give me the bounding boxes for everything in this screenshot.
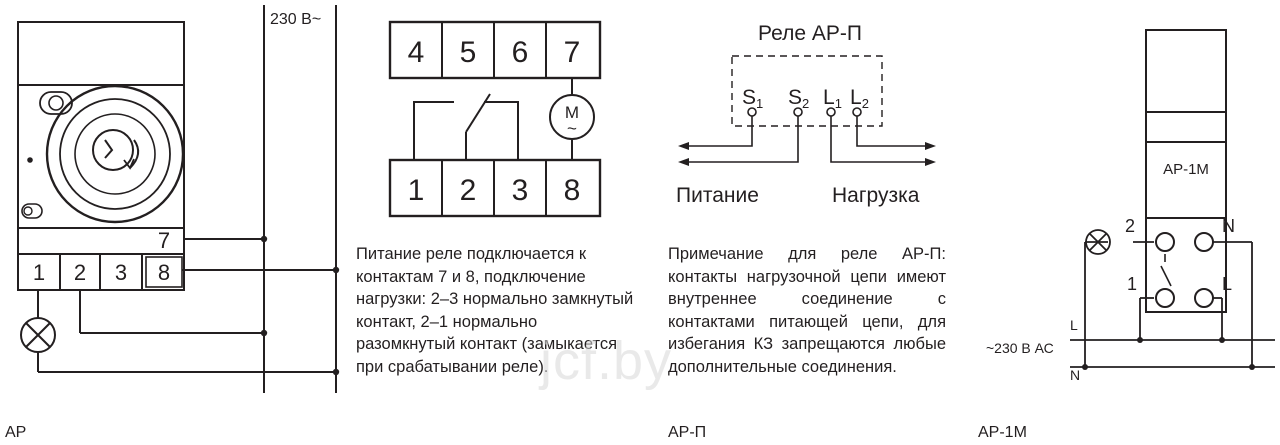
ap1m-terminal-n: N [1222, 216, 1235, 236]
ap1m-terminals [1156, 233, 1213, 307]
junction-dot [1137, 337, 1143, 343]
top-terminal-6: 6 [511, 36, 529, 69]
junction-dot [261, 330, 267, 336]
ap-terminal-7: 7 [157, 228, 171, 253]
bottom-terminal-3: 3 [511, 174, 529, 207]
contact-wiring [414, 78, 572, 160]
ap-terminal-1: 1 [32, 260, 46, 285]
ap1m-supply: ~230 В АС [986, 340, 1054, 356]
ap-terminal-3: 3 [114, 260, 128, 285]
top-terminal-4: 4 [407, 36, 425, 69]
ap1m-line-l: L [1070, 317, 1078, 333]
ap1m-terminal-2: 2 [1125, 216, 1136, 236]
voltage-label: 230 В~ [270, 11, 322, 28]
app-wiring [684, 116, 930, 162]
timer-dial-icon [22, 86, 183, 222]
junction-dot [1082, 364, 1088, 370]
lamp-icon [21, 318, 55, 352]
ap1m-terminal-1: 1 [1127, 274, 1138, 294]
bottom-terminal-2: 2 [459, 174, 477, 207]
watermark: jcf.by [540, 331, 673, 391]
caption-app: АР-П [668, 424, 707, 441]
junction-dot [261, 236, 267, 242]
junction-dot [333, 267, 339, 273]
motor-symbol: M [564, 103, 580, 122]
caption-ap: АР [5, 424, 27, 441]
app-note: Примечание для реле АР-П: контакты нагрузочной цепи имеют внутреннее соединение с контактами питающей цепи, для избегания КЗ запрещаются любые дополнительные соединения. [668, 245, 946, 376]
caption-ap1m: АР-1М [978, 424, 1027, 441]
app-terminal-s1: S1 [742, 86, 764, 111]
junction-dot [333, 369, 339, 375]
supply-label: Питание [676, 184, 759, 207]
ap-description: Питание реле подключается к контактам 7 и 8, подключение нагрузки: 2–3 нормально замкнутый контакт, 2–1 нормально разомкнутый контакт (замыкается при срабатывании реле). [356, 245, 634, 376]
app-terminal-l2: L2 [850, 86, 869, 111]
bottom-terminal-8: 8 [563, 174, 581, 207]
load-label: Нагрузка [832, 184, 920, 207]
app-title: Реле АР-П [758, 22, 862, 45]
ap-terminal-8: 8 [157, 260, 171, 285]
ap1m-terminal-l: L [1222, 274, 1233, 294]
app-terminal-s2: S2 [788, 86, 810, 111]
motor-tilde: ~ [567, 119, 577, 138]
ap1m-line-n: N [1070, 367, 1081, 383]
top-terminal-5: 5 [459, 36, 477, 69]
ap1m-device-label: АР-1М [1163, 161, 1209, 178]
app-terminal-l1: L1 [823, 86, 842, 111]
top-terminal-7: 7 [563, 36, 581, 69]
bottom-terminal-1: 1 [407, 174, 425, 207]
junction-dot [1249, 364, 1255, 370]
ap-terminal-2: 2 [73, 260, 87, 285]
junction-dot [1219, 337, 1225, 343]
